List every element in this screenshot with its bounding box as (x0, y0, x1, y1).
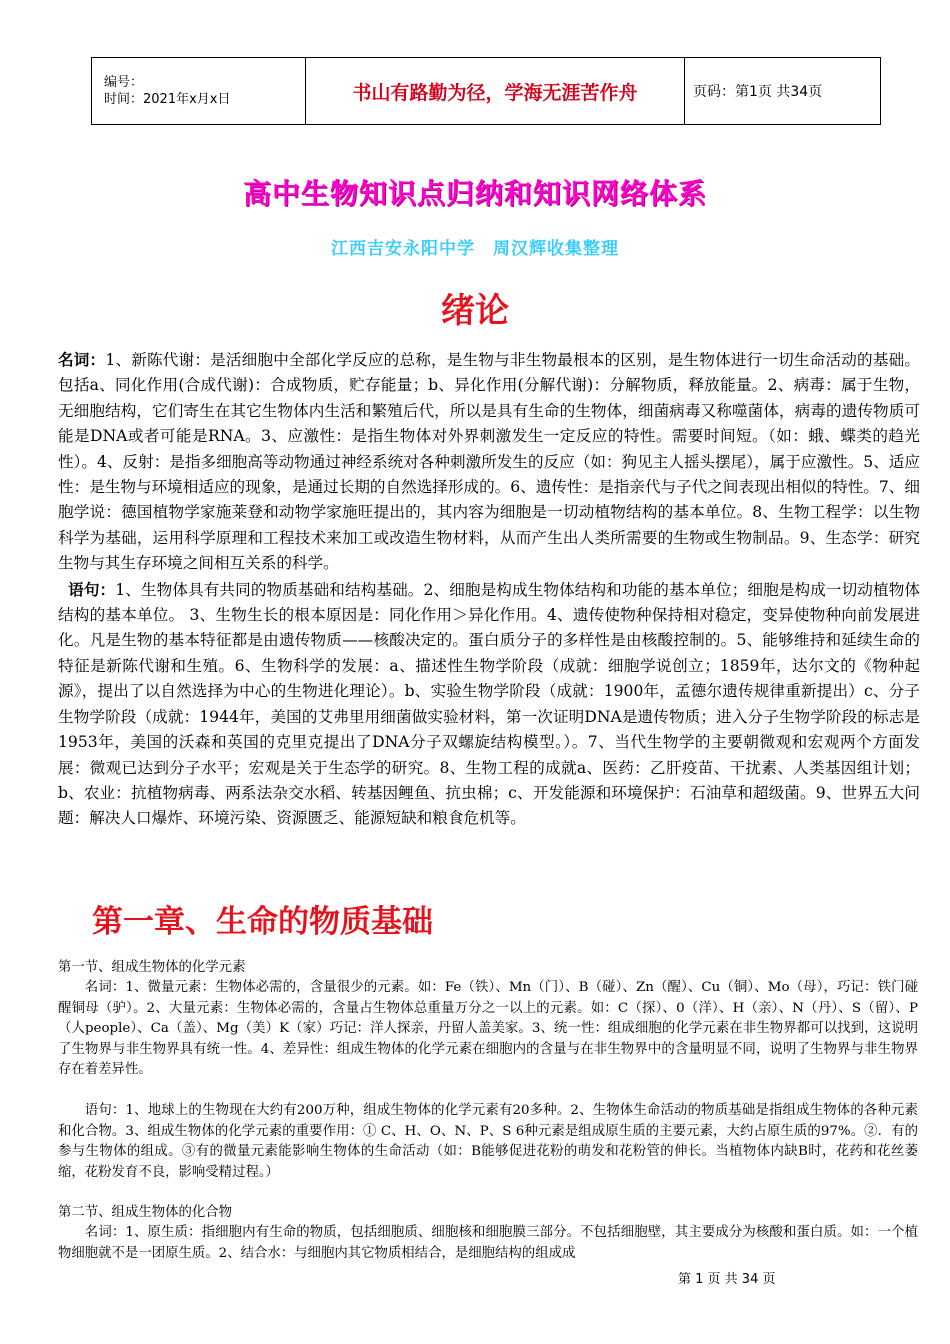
chapter1-section2-nouns: 名词：1、原生质：指细胞内有生命的物质，包括细胞质、细胞核和细胞膜三部分。不包括细胞壁，其主要成分为核酸和蛋白质。如：一个植物细胞就不是一团原生质。2、结合水：与细胞内其它物质相结合，是细胞结构的组成成 (58, 1225, 918, 1261)
document-title: 高中生物知识点归纳和知识网络体系 (242, 177, 707, 210)
intro-nouns-text: 1、新陈代谢：是活细胞中全部化学反应的总称，是生物与非生物最根本的区别，是生物体进行一切生命活动的基础。包括a、同化作用(合成代谢)：合成物质，贮存能量；b、异化作用(分解代谢)：分解物质，释放能量。2、病毒：属于生物，无细胞结构，它们寄生在其它生物体内生活和繁殖后代，所以是具有生命的生物体，细菌病毒又称噬菌体，病毒的遗传物质可能是DNA或者可能是RNA。3、应激性：是指生物体对外界刺激发生一定反应的特性。需要时间短。（如：蛾、蝶类的趋光性）。4、反射：是指多细胞高等动物通过神经系统对各种刺激所发生的反应（如：狗见主人摇头摆尾），属于应激性。5、适应性：是生物与环境相适应的现象，是通过长期的自然选择形成的。6、遗传性：是指亲代与子代之间表现出相似的特性。7、细胞学说：德国植物学家施莱登和动物学家施旺提出的，其内容为细胞是一切动植物结构的基本单位。8、生物工程学：以生物科学为基础，运用科学原理和工程技术来加工或改造生物材料，从而产生出人类所需要的生物或生物制品。9、生态学：研究生物与其生存环境之间相互关系的科学。 (58, 351, 920, 573)
chapter1-section1-title: 第一节、组成生物体的化学元素 (58, 960, 246, 975)
header-time-label: 时间：2021年x月x日 (104, 92, 231, 107)
header-number-label: 编号： (104, 75, 144, 90)
chapter1-section1-sentences: 语句：1、地球上的生物现在大约有200万种，组成生物体的化学元素有20多种。2、生物体生命活动的物质基础是指组成生物体的各种元素和化合物。3、组成生物体的化学元素的重要作用：① C、H、O、N、P、S 6种元素是组成原生质的主要元素，大约占原生质的97%。②．有的参与生物体的组成。③有的微量元素能影响生物体的生命活动（如：B能够促进花粉的萌发和花粉管的伸长。当植物体内缺B时，花药和花丝萎缩，花粉发育不良，影响受精过程。） (58, 1103, 918, 1180)
header-info-cell (92, 58, 306, 125)
intro-sentences-label: 语句： (68, 579, 116, 599)
header-table (91, 57, 881, 125)
intro-sentences-text: 1、生物体具有共同的物质基础和结构基础。2、细胞是构成生物体结构和功能的基本单位；细胞是构成一切动植物体结构的基本单位。 3、生物生长的根本原因是：同化作用＞异化作用。4、遗传使物种保持相对稳定，变异使物种向前发展进化。凡是生物的基本特征都是由遗传物质——核酸决定的。蛋白质分子的多样性是由核酸控制的。5、能够维持和延续生命的特征是新陈代谢和生殖。6、生物科学的发展：a、描述性生物学阶段（成就：细胞学说创立；1859年，达尔文的《物种起源》，提出了以自然选择为中心的生物进化理论）。b、实验生物学阶段（成就：1900年，孟德尔遗传规律重新提出）c、分子生物学阶段（成就：1944年，美国的艾弗里用细菌做实验材料，第一次证明DNA是遗传物质；进入分子生物学阶段的标志是1953年，美国的沃森和英国的克里克提出了DNA分子双螺旋结构模型。）。7、当代生物学的主要朝微观和宏观两个方面发展：微观已达到分子水平；宏观是关于生态学的研究。8、生物工程的成就a、医药：乙肝疫苗、干扰素、人类基因组计划；b、农业：抗植物病毒、两系法杂交水稻、转基因鲤鱼、抗虫棉；c、开发能源和环境保护：石油草和超级菌。9、世界五大问题：解决人口爆炸、环境污染、资源匮乏、能源短缺和粮食危机等。 (58, 580, 920, 828)
intro-body (58, 347, 920, 832)
header-motto: 书山有路勤为径，学海无涯苦作舟 (306, 58, 685, 125)
footer-page-number: 第 1 页 共 34 页 (678, 1272, 776, 1287)
document-subtitle: 江西吉安永阳中学 周汉辉收集整理 (331, 239, 619, 259)
chapter1-section2-title: 第二节、组成生物体的化合物 (58, 1205, 233, 1220)
intro-heading: 绪论 (441, 291, 509, 331)
chapter1-section1-nouns: 名词：1、微量元素：生物体必需的，含量很少的元素。如：Fe（铁）、Mn（门）、B（碰）、Zn（醒）、Cu（铜）、Mo（母），巧记：铁门碰醒铜母（驴）。2、大量元素：生物体必需的，含量占生物体总重量万分之一以上的元素。如：C（探）、0（洋）、H（亲）、N（丹）、S（留）、P（人people）、Ca（盖）、Mg（美）K（家）巧记：洋人探亲，丹留人盖美家。3、统一性：组成细胞的化学元素在非生物界都可以找到，这说明了生物界与非生物界具有统一性。4、差异性：组成生物体的化学元素在细胞内的含量与在非生物界中的含量明显不同，说明了生物界与非生物界存在着差异性。 (58, 980, 918, 1078)
chapter1-heading: 第一章、生命的物质基础 (92, 904, 433, 940)
header-page-label: 页码：第1页 共34页 (685, 58, 881, 125)
intro-nouns-label: 名词： (58, 350, 106, 369)
